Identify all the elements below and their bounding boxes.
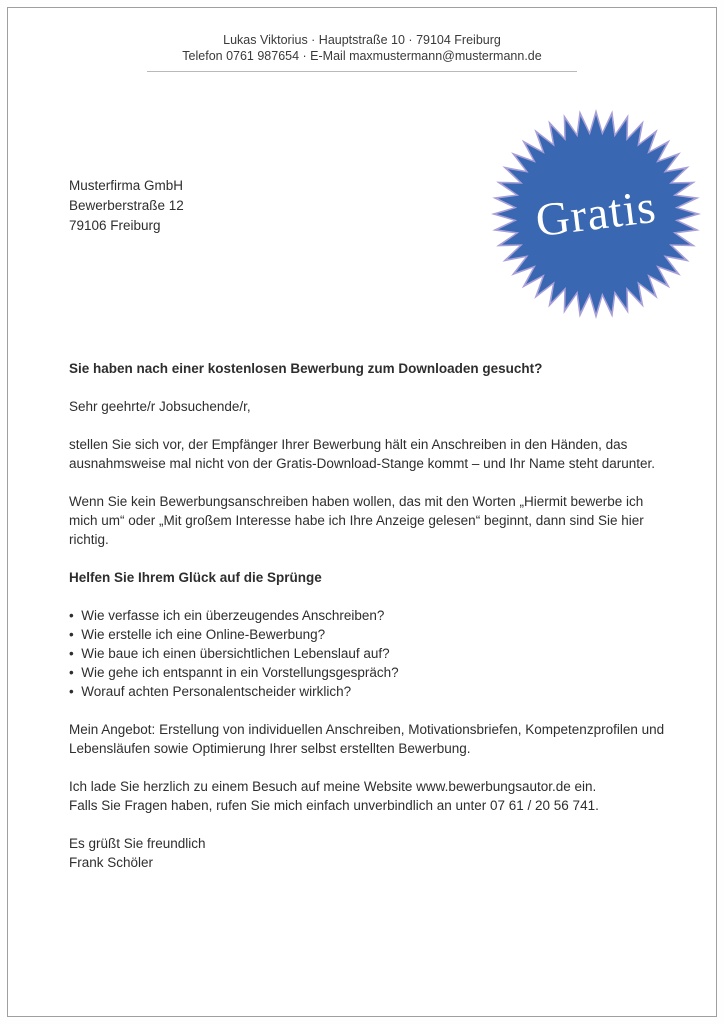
bullet-item: • Wie gehe ich entspannt in ein Vorstellungsgespräch? [69,663,668,682]
recipient-street: Bewerberstraße 12 [69,198,184,213]
bullet-item: • Worauf achten Personalentscheider wirklich? [69,682,668,701]
letter-page [7,7,717,1017]
letter-subheadline: Helfen Sie Ihrem Glück auf die Sprünge [69,570,322,585]
letterhead-contact: Telefon 0761 987654 · E-Mail maxmustermann@mustermann.de [182,49,542,63]
paragraph-3: Mein Angebot: Erstellung von individuellen Anschreiben, Motivationsbriefen, Kompetenzprofilen und Lebensläufen sowie Optimierung Ihrer selbst erstellten Bewerbung. [69,722,665,756]
bullet-item: • Wie erstelle ich eine Online-Bewerbung? [69,625,668,644]
letterhead-divider [147,71,577,72]
closing-line: Es grüßt Sie freundlich [69,836,206,851]
letter-body [69,359,668,872]
salutation: Sehr geehrte/r Jobsuchende/r, [69,399,251,414]
paragraph-2: Wenn Sie kein Bewerbungsanschreiben haben wollen, das mit den Worten „Hiermit bewerbe ich mich um“ oder „Mit großem Interesse habe ich Ihre Anzeige gelesen“ beginnt, dann sind Sie hier richtig. [69,494,644,547]
letterhead [8,32,716,72]
paragraph-4 [69,777,668,815]
bullet-item: • Wie verfasse ich ein überzeugendes Anschreiben? [69,606,668,625]
phone-line: Falls Sie Fragen haben, rufen Sie mich einfach unverbindlich an unter 07 61 / 20 56 741. [69,798,599,813]
gratis-badge-label: Gratis [532,180,660,248]
bullet-list [69,606,668,701]
signature-name: Frank Schöler [69,855,154,870]
website-line: Ich lade Sie herzlich zu einem Besuch auf meine Website www.bewerbungsautor.de ein. [69,779,597,794]
bullet-item: • Wie baue ich einen übersichtlichen Lebenslauf auf? [69,644,668,663]
paragraph-1: stellen Sie sich vor, der Empfänger Ihrer Bewerbung hält ein Anschreiben in den Händen, das ausnahmsweise mal nicht von der Gratis-Download-Stange kommt – und Ihr Name steht darunter. [69,437,656,471]
letterhead-name-address: Lukas Viktorius · Hauptstraße 10 · 79104 Freiburg [223,33,501,47]
recipient-company: Musterfirma GmbH [69,178,184,193]
letter-headline: Sie haben nach einer kostenlosen Bewerbung zum Downloaden gesucht? [69,361,543,376]
gratis-badge [490,108,702,320]
closing-block [69,834,668,872]
recipient-city: 79106 Freiburg [69,218,161,233]
